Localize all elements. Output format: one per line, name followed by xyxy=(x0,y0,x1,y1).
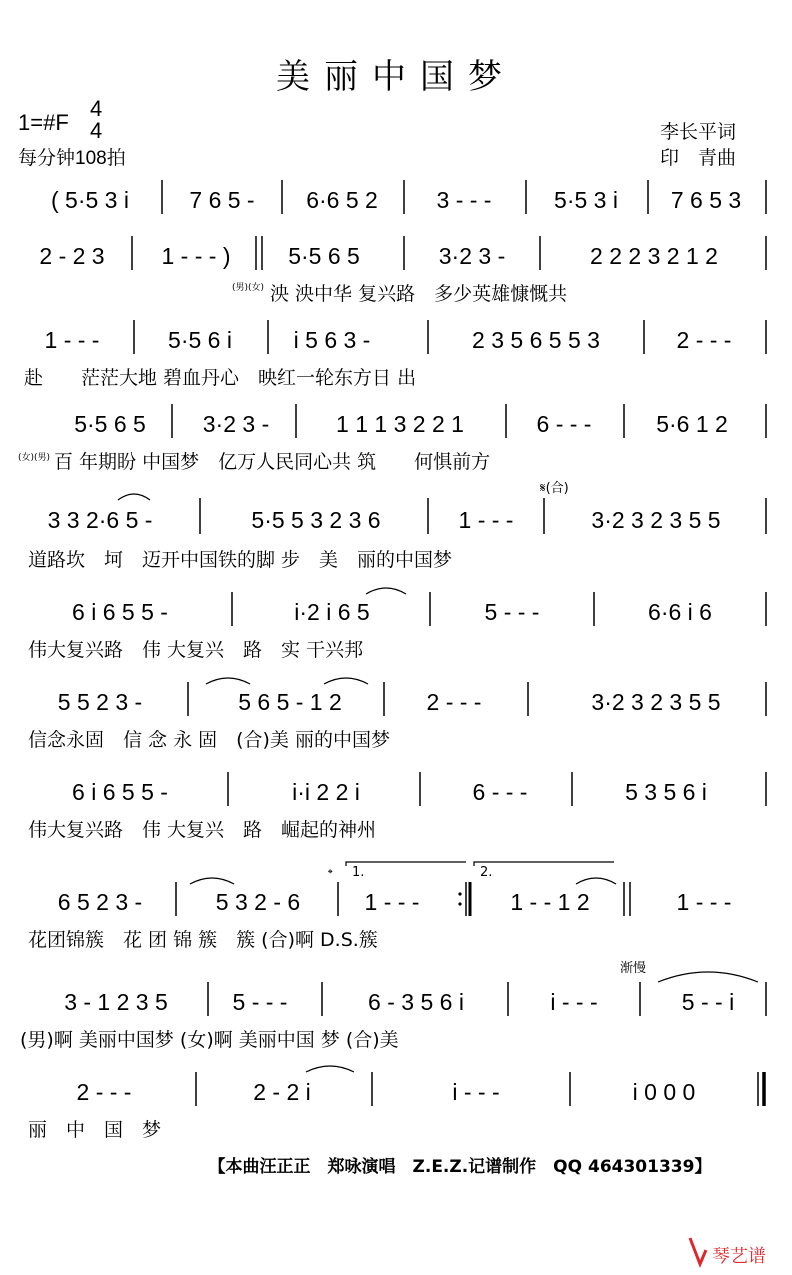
composer-credit: 印 青曲 xyxy=(660,148,737,169)
measure-notes: 5·5 6 5 xyxy=(74,411,146,437)
measure-notes: 3·2 3 2 3 5 5 xyxy=(591,689,721,715)
lyric-line: 百 年期盼 中国梦 亿万人民同心共 筑 何惧前方 xyxy=(54,451,491,473)
measure-notes: 5·5 5 3 2 3 6 xyxy=(251,507,381,533)
measure-notes: 1 - - 1 2 xyxy=(510,889,590,915)
measure-notes: 1 - - - xyxy=(44,327,100,353)
measure-notes: 5·5 6 5 xyxy=(288,243,360,269)
site-logo xyxy=(690,1238,766,1267)
measure-notes: i 0 0 0 xyxy=(632,1079,696,1105)
system-11 xyxy=(28,1066,764,1141)
site-logo-text: 琴艺谱 xyxy=(712,1246,766,1267)
measure-notes: 1 - - - xyxy=(458,507,514,533)
system-3 xyxy=(24,320,766,389)
measure-notes: 2 - - - xyxy=(426,689,482,715)
measure-notes: i·2 i 6 5 xyxy=(294,599,370,625)
measure-notes: 5 3 2 - 6 xyxy=(215,889,301,915)
measure-notes: 6 5 2 3 - xyxy=(57,889,143,915)
measure-notes: 3·2 3 - xyxy=(438,243,506,269)
measure-notes: 6 i 6 5 5 - xyxy=(72,599,168,625)
lyric-line: 赴 茫茫大地 碧血丹心 映红一轮东方日 出 xyxy=(24,367,417,389)
measure-notes: 1 - - - ) xyxy=(161,243,231,269)
segno-mark: 𝄋(合) xyxy=(540,481,569,496)
lyric-line: 泱 泱中华 复兴路 多少英雄慷慨共 xyxy=(270,283,568,305)
measure-notes: 2 - - - xyxy=(676,327,732,353)
system-8 xyxy=(28,772,766,841)
system-9 xyxy=(28,862,731,951)
voice-marker: (男)(女) xyxy=(232,283,265,293)
measure-notes: 5 5 2 3 - xyxy=(57,689,143,715)
lyric-line: 伟大复兴路 伟 大复兴 路 崛起的神州 xyxy=(28,819,377,841)
measure-notes: 6 - - - xyxy=(536,411,592,437)
lyric-line: 伟大复兴路 伟 大复兴 路 实 干兴邦 xyxy=(28,639,364,661)
measure-notes: 6·6 5 2 xyxy=(306,187,378,213)
measure-notes: 3 - - - xyxy=(436,187,492,213)
measure-notes: 3 3 2·6 5 - xyxy=(47,507,153,533)
coda-mark: 𝄌 xyxy=(328,867,333,882)
measure-notes: 6 - 3 5 6 i xyxy=(368,989,464,1015)
ritardando-mark: 渐慢 xyxy=(620,961,647,976)
measure-notes: 1 - - - xyxy=(364,889,420,915)
system-1 xyxy=(51,180,766,214)
lyric-line: 花团锦簇 花 团 锦 簇 簇 (合)啊 D.S.簇 xyxy=(28,929,378,951)
measure-notes: i - - - xyxy=(550,989,598,1015)
measure-notes: 2 - 2 i xyxy=(253,1079,311,1105)
measure-notes: i - - - xyxy=(452,1079,500,1105)
measure-notes: 7 6 5 - xyxy=(189,187,255,213)
measure-notes: 7 6 5 3 xyxy=(670,187,742,213)
time-signature-bottom: 4 xyxy=(90,118,103,143)
lyric-line: 丽 中 国 梦 xyxy=(28,1119,162,1141)
measure-notes: 1 1 1 3 2 2 1 xyxy=(336,411,464,437)
system-7 xyxy=(28,678,766,751)
measure-notes: 2 3 5 6 5 5 3 xyxy=(472,327,600,353)
system-4 xyxy=(18,404,766,473)
measure-notes: 5·5 6 i xyxy=(168,327,232,353)
lyric-line: (男)啊 美丽中国梦 (女)啊 美丽中国 梦 (合)美 xyxy=(20,1029,399,1051)
measure-notes: 5 - - - xyxy=(232,989,288,1015)
measure-notes: 5 3 5 6 i xyxy=(625,779,707,805)
measure-notes: 3·2 3 - xyxy=(202,411,270,437)
time-signature-top: 4 xyxy=(90,96,103,121)
measure-notes: 6 i 6 5 5 - xyxy=(72,779,168,805)
lyric-line: 信念永固 信 念 永 固 (合)美 丽的中国梦 xyxy=(28,729,390,751)
measure-notes: 5 6 5 - 1 2 xyxy=(238,689,342,715)
song-title: 美丽中国梦 xyxy=(276,57,516,97)
system-10 xyxy=(20,960,766,1051)
system-2 xyxy=(39,236,766,305)
voice-marker: (女)(男) xyxy=(18,453,51,463)
volta-1-label: 1. xyxy=(352,865,365,880)
measure-notes: 5·5 3 i xyxy=(554,187,618,213)
measure-notes: i 5 6 3 - xyxy=(293,327,371,353)
tempo-marking: 每分钟108拍 xyxy=(18,148,126,169)
lyric-line: 道路坎 坷 迈开中国铁的脚 步 美 丽的中国梦 xyxy=(28,549,453,571)
lyricist-credit: 李长平词 xyxy=(660,122,737,143)
measure-notes: 3 - 1 2 3 5 xyxy=(64,989,168,1015)
measure-notes: 6·6 i 6 xyxy=(648,599,712,625)
measure-notes: 5 - - i xyxy=(681,989,735,1015)
measure-notes: ( 5·5 3 i xyxy=(51,187,129,213)
volta-2-label: 2. xyxy=(480,865,493,880)
performance-credits: 【本曲汪正正 郑咏演唱 Z.E.Z.记谱制作 QQ 464301339】 xyxy=(208,1157,712,1177)
measure-notes: 5·6 1 2 xyxy=(656,411,728,437)
measure-notes: 6 - - - xyxy=(472,779,528,805)
measure-notes: i·i 2 2 i xyxy=(292,779,360,805)
key-signature: 1=#F xyxy=(18,110,69,135)
measure-notes: 2 2 2 3 2 1 2 xyxy=(590,243,718,269)
measure-notes: 1 - - - xyxy=(676,889,732,915)
system-6 xyxy=(28,588,766,661)
measure-notes: 5 - - - xyxy=(484,599,540,625)
measure-notes: 3·2 3 2 3 5 5 xyxy=(591,507,721,533)
measure-notes: 2 - 2 3 xyxy=(39,243,105,269)
measure-notes: 2 - - - xyxy=(76,1079,132,1105)
system-5 xyxy=(28,481,766,571)
